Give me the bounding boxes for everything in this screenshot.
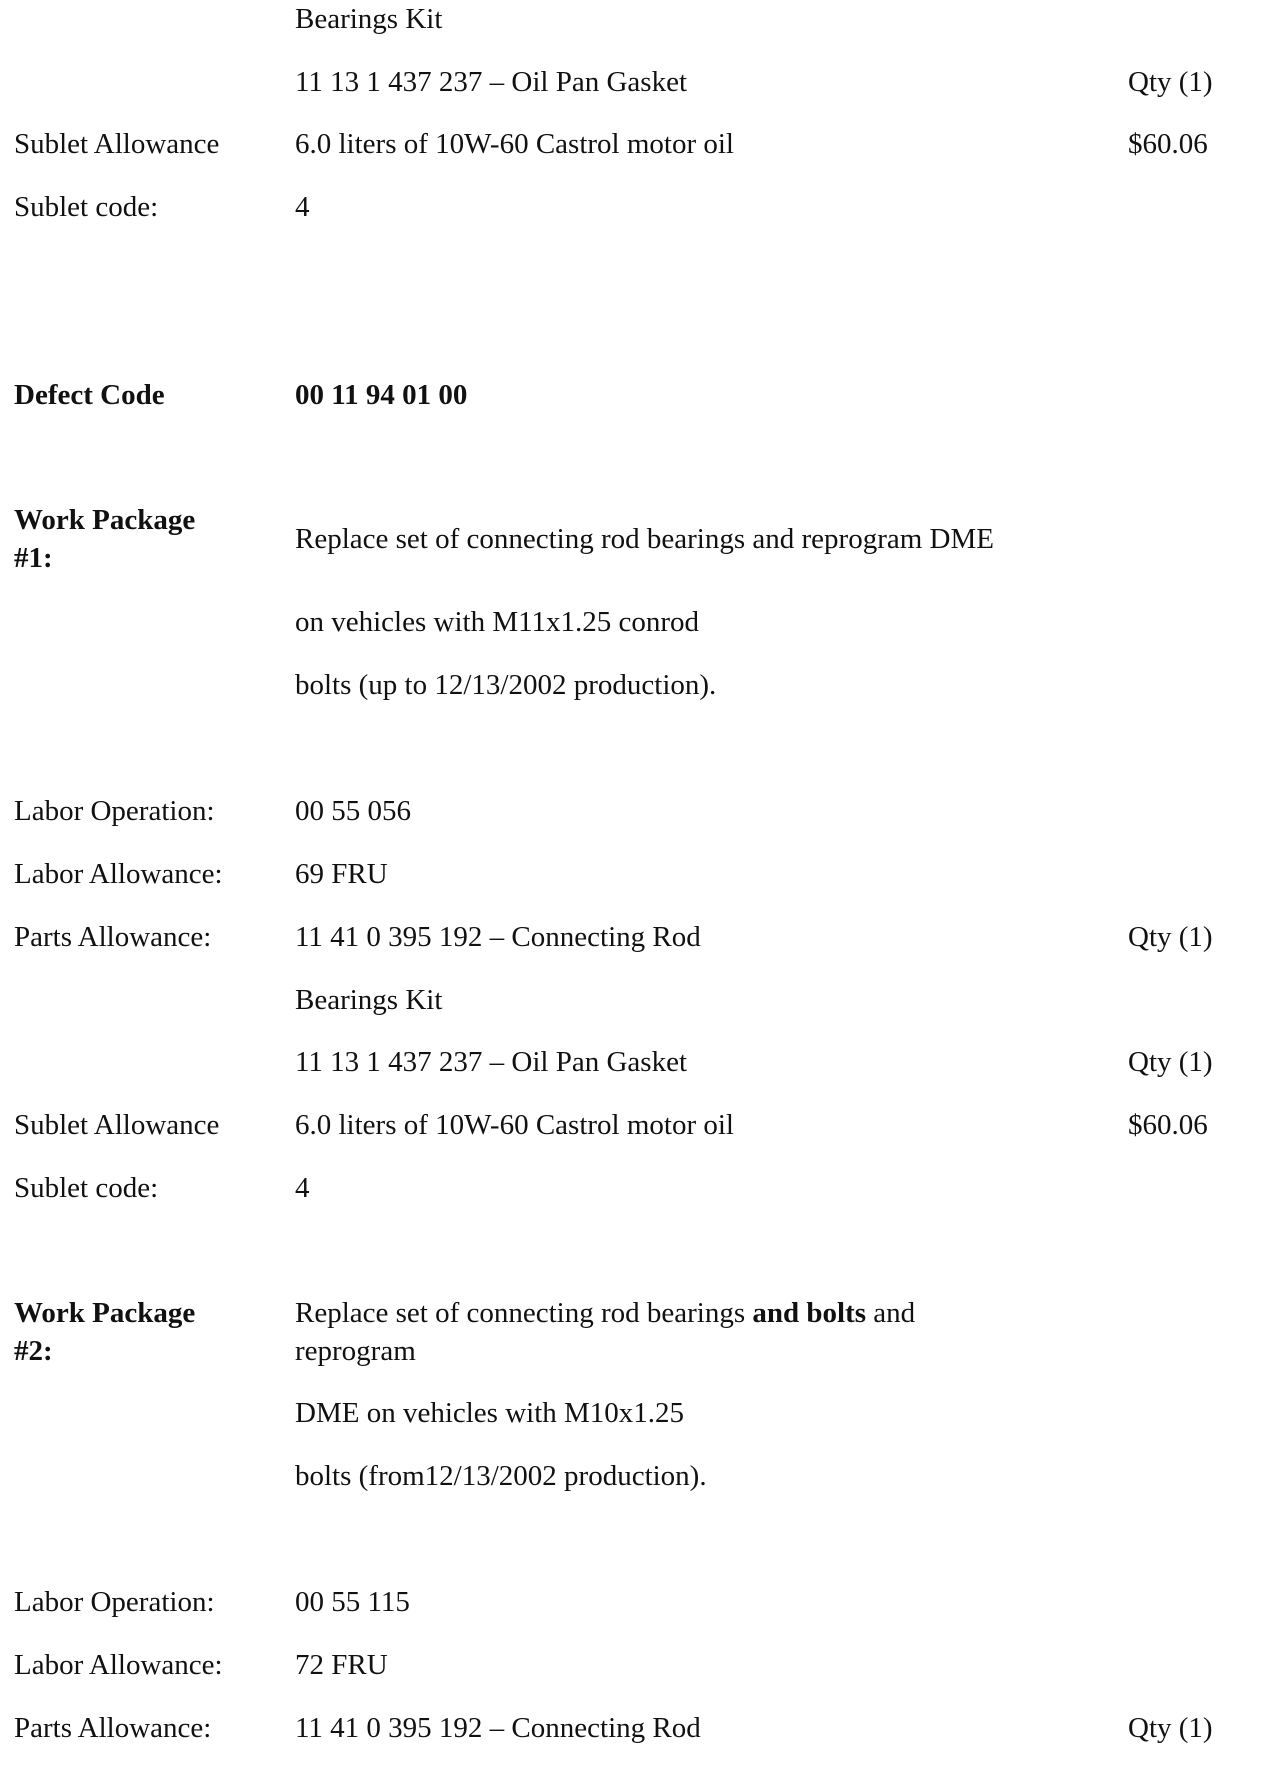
wp1-part-oil-pan-gasket: 11 13 1 437 237 – Oil Pan Gasket [295, 1046, 688, 1078]
wp2-description-line1 [295, 1294, 915, 1332]
wp2-labor-operation-label: Labor Operation: [14, 1586, 215, 1618]
wp2-description-line3: DME on vehicles with M10x1.25 [295, 1397, 685, 1429]
wp1-description-line3: bolts (up to 12/13/2002 production). [295, 669, 717, 701]
wp2-description-line1-bold: and bolts [752, 1297, 867, 1329]
wp1-part-connecting-rod-qty: Qty (1) [1128, 921, 1213, 953]
part-line-oil-pan-gasket: 11 13 1 437 237 – Oil Pan Gasket [295, 66, 688, 98]
wp1-labor-operation-label: Labor Operation: [14, 795, 215, 827]
wp1-labor-allowance-label: Labor Allowance: [14, 858, 223, 890]
wp2-description-line1-end: and [866, 1297, 916, 1329]
work-package-2-label: Work Package [14, 1297, 196, 1329]
wp1-parts-allowance-label: Parts Allowance: [14, 921, 212, 953]
defect-code-label: Defect Code [14, 379, 165, 411]
wp1-sublet-allowance-amount: $60.06 [1128, 1109, 1208, 1141]
sublet-allowance-desc: 6.0 liters of 10W-60 Castrol motor oil [295, 128, 734, 160]
work-package-1-label: Work Package [14, 504, 196, 536]
wp1-description-line1: Replace set of connecting rod bearings and reprogram DME [295, 523, 994, 555]
work-package-1-number: #1: [14, 542, 53, 574]
defect-code-value: 00 11 94 01 00 [295, 379, 468, 411]
wp2-labor-allowance-label: Labor Allowance: [14, 1649, 223, 1681]
wp1-labor-operation-value: 00 55 056 [295, 795, 411, 827]
wp1-labor-allowance-value: 69 FRU [295, 858, 388, 890]
parts-continuation-text: Bearings Kit [295, 3, 443, 35]
wp2-part-connecting-rod: 11 41 0 395 192 – Connecting Rod [295, 1712, 701, 1744]
work-package-2-number: #2: [14, 1335, 53, 1367]
wp2-description-line1-start: Replace set of connecting rod bearings [295, 1297, 753, 1329]
sublet-code-label: Sublet code: [14, 191, 159, 223]
wp2-labor-allowance-value: 72 FRU [295, 1649, 388, 1681]
wp1-part-oil-pan-gasket-qty: Qty (1) [1128, 1046, 1213, 1078]
wp2-parts-allowance-label: Parts Allowance: [14, 1712, 212, 1744]
wp2-description-line2: reprogram [295, 1335, 416, 1367]
sublet-allowance-label: Sublet Allowance [14, 128, 220, 160]
wp1-sublet-code-label: Sublet code: [14, 1172, 159, 1204]
sublet-code-value: 4 [295, 191, 310, 223]
wp1-part-connecting-rod-cont: Bearings Kit [295, 984, 443, 1016]
wp1-description-line2: on vehicles with M11x1.25 conrod [295, 606, 700, 638]
wp2-description-line4: bolts (from12/13/2002 production). [295, 1460, 707, 1492]
part-qty: Qty (1) [1128, 66, 1213, 98]
wp1-sublet-code-value: 4 [295, 1172, 310, 1204]
wp1-part-connecting-rod: 11 41 0 395 192 – Connecting Rod [295, 921, 701, 953]
wp2-labor-operation-value: 00 55 115 [295, 1586, 410, 1618]
wp2-part-connecting-rod-qty: Qty (1) [1128, 1712, 1213, 1744]
wp1-sublet-allowance-desc: 6.0 liters of 10W-60 Castrol motor oil [295, 1109, 734, 1141]
sublet-allowance-amount: $60.06 [1128, 128, 1208, 160]
wp1-sublet-allowance-label: Sublet Allowance [14, 1109, 220, 1141]
